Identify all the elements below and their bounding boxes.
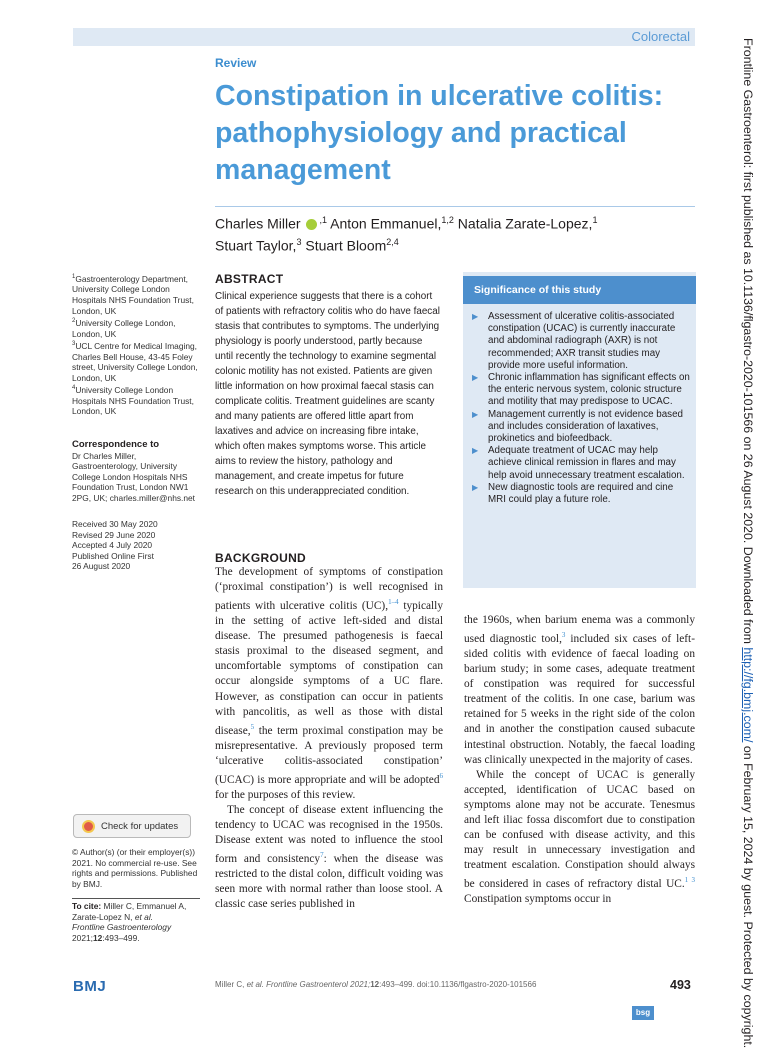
reference-link[interactable]: 1–4 — [388, 598, 399, 607]
cite-journal: Frontline Gastroenterology — [72, 922, 172, 933]
date-accepted: Accepted 4 July 2020 — [72, 540, 153, 551]
section-label: Colorectal — [631, 29, 690, 44]
cite-authors: Miller C, Emmanuel A, Zarate-Lopez N, — [72, 901, 187, 922]
orcid-icon[interactable] — [306, 219, 317, 230]
author-name[interactable]: Anton Emmanuel, — [326, 215, 442, 232]
cite-pages: :493–499. — [102, 932, 140, 943]
cite-etal: et al. — [134, 911, 154, 922]
article-type: Review — [215, 56, 257, 70]
list-item: ▶ Management currently is not evidence based and includes consideration of laxatives, prokinetics and biofeedback. — [472, 408, 683, 445]
reference-link[interactable]: 3 — [561, 631, 566, 640]
list-item: ▶ Assessment of ulcerative colitis-associated constipation (UCAC) is currently inaccurate and abdominal radiograph (AXR) is not recommended; AXR transit studies may provide more useful information. — [472, 311, 676, 371]
title-divider — [215, 206, 695, 207]
date-published-label: Published Online First — [72, 550, 154, 561]
author-affil: 2,4 — [386, 237, 399, 248]
triangle-bullet-icon: ▶ — [472, 446, 479, 456]
cite-year: 2021; — [72, 932, 93, 943]
correspondence-text: Dr Charles Miller, Gastroenterology, University College London Hospitals NHS Foundation Trust, London NW1 2PG, UK; charles.miller@nhs.net — [72, 450, 196, 503]
paragraph: The concept of disease extent influencing the tendency to UCAC was recognised in the 1950s. Disease extent was noted to influence the stool form and consistency$^7$: when the disease was restricted to the distal colon, difficult voiding was seen more with normal rather than loose stool. A classic case series published in — [215, 803, 443, 911]
journal-link[interactable]: http://fg.bmj.com/ — [741, 647, 755, 743]
author-affil: 1 — [592, 215, 598, 225]
footer-citation: Miller C, et al. Frontline Gastroenterol 2021;12:493–499. doi:10.1136/flgastro-2020-101566 — [215, 980, 537, 989]
paragraph: the 1960s, when barium enema was a commonly used diagnostic tool,$^3$ included six cases of left-sided colitis with evidence of faecal loading on barium study; in some cases, adequate treatment of constipation was required for successful treatment of the colitis. In one case, barium was retained for 5 weeks in the right side of the colon and in another the constipation caused subacute intestinal obstruction. Notably, the faecal loading was clinically unexpected in the majority of cases. — [464, 614, 695, 766]
cite-heading: To cite: — [72, 901, 102, 911]
significance-list — [471, 311, 691, 506]
article-dates — [72, 519, 200, 572]
list-item: ▶ New diagnostic tools are required and cine MRI could play a future role. — [472, 481, 674, 506]
affiliation-item: $^1$Gastroenterology Department, University College London Hospitals NHS Foundation Trust, London, UK — [72, 273, 194, 316]
triangle-bullet-icon: ▶ — [472, 312, 479, 321]
bmj-logo: BMJ — [73, 978, 107, 995]
correspondence — [72, 440, 200, 504]
list-item: ▶ Chronic inflammation has significant effects on the enteric nervous system, colonic structure and motility that may predispose to UCAC. — [472, 372, 690, 408]
author-name[interactable]: Natalia Zarate-Lopez, — [453, 215, 593, 232]
author-name[interactable]: Stuart Bloom — [301, 237, 387, 254]
affiliation-item: $^4$University College London Hospitals NHS Foundation Trust, London, UK — [72, 385, 194, 417]
reference-link[interactable]: 7 — [320, 851, 324, 860]
significance-heading: Significance of this study — [463, 276, 696, 304]
author-affil: 3 — [296, 237, 302, 248]
margin-download-note: Frontline Gastroenterol: first published as 10.1136/flgastro-2020-101566 on 26 August 2020. Downloaded from http://fg.bmj.com/ on February 15, 2024 by guest. Protected by copyright. — [741, 38, 755, 1048]
paragraph: The development of symptoms of constipation (‘proximal constipation’) is well recognised in patients with ulcerative colitis (UC),$^{1-4}$ typically in the setting of active left-sided and distal disease. The presumed pathogenesis is faecal stasis proximal to the diseased segment, and uncomfortable symptoms of constipation can occur alongside symptoms of a UC flare. However, as constipation can occur in patients with pancolitis, as well as those with distal disease,$^5$ the term proximal constipation may be misrepresentative. A previously proposed term ‘ulcerative colitis-associated constipation’ (UCAC) is more appropriate and will be adopted$^6$ for the purposes of this review. — [215, 566, 444, 801]
copyright-notice: © Author(s) (or their employer(s)) 2021. No commercial re-use. See rights and permissions. Published by BMJ. — [72, 847, 198, 889]
check-updates-label: Check for updates — [101, 820, 179, 832]
affiliations — [72, 272, 200, 417]
bsg-logo: bsg — [632, 1006, 654, 1020]
cite-volume: 12 — [92, 932, 103, 943]
check-for-updates-button[interactable] — [73, 814, 191, 838]
reference-link[interactable]: 5 — [250, 722, 255, 731]
author-list — [215, 211, 695, 255]
list-item: ▶ Adequate treatment of UCAC may help achieve clinical remission in flares and may help avoid unnecessary treatment escalation. — [472, 445, 685, 481]
abstract-heading: ABSTRACT — [215, 272, 284, 286]
affiliation-item: $^3$UCL Centre for Medical Imaging, Charles Bell House, 43-45 Foley street, University College London, London, UK — [72, 340, 198, 383]
triangle-bullet-icon: ▶ — [472, 373, 479, 383]
triangle-bullet-icon: ▶ — [472, 409, 479, 419]
abstract-text: Clinical experience suggests that there is a cohort of patients with refractory colitis who do have faecal stasis that contributes to symptoms. The underlying physiology is poorly understood, partly because until recently the technology to examine segmental colonic motility has not existed. Patients are given little information on how proximal faecal stasis can complicate colitis. Treatment guidelines are scanty and many patients are offered little apart from laxatives and advice on increasing fibre intake, which often makes symptoms worse. This article aims to review the history, pathology and management, and create impetus for future research on this underappreciated condition. — [215, 291, 440, 497]
triangle-bullet-icon: ▶ — [472, 482, 479, 492]
page-number: 493 — [670, 978, 691, 992]
background-heading: BACKGROUND — [215, 551, 306, 565]
reference-link[interactable]: 1 3 — [684, 876, 695, 885]
reference-link[interactable]: 6 — [439, 771, 443, 780]
paragraph: While the concept of UCAC is generally accepted, identification of UCAC based on symptoms alone may not be accurate. Tenesmus and left iliac fossa discomfort due to constipation can be confused with disease activity, and this may result in unnecessary investigation and treatment escalation. Constipation should always be considered in cases of refractory distal UC.$^{1 3}$ Constipation symptoms occur in — [464, 768, 695, 906]
author-affil: 1,2 — [441, 215, 454, 225]
citation-box — [72, 898, 200, 943]
body-column-left — [215, 565, 443, 912]
affiliation-item: $^2$University College London, London, UK — [72, 317, 176, 339]
correspondence-heading: Correspondence to — [72, 439, 160, 450]
crossmark-icon — [82, 820, 95, 833]
section-banner — [73, 28, 695, 46]
author-name[interactable]: Charles Miller — [215, 215, 301, 232]
author-affil: ,1 — [319, 215, 327, 225]
date-revised: Revised 29 June 2020 — [72, 529, 156, 540]
author-name[interactable]: Stuart Taylor, — [215, 237, 297, 254]
date-published: 26 August 2020 — [72, 561, 131, 572]
article-title: Constipation in ulcerative colitis: pathophysiology and practical management — [215, 80, 664, 186]
body-column-right — [464, 613, 695, 907]
date-received: Received 30 May 2020 — [72, 519, 158, 529]
